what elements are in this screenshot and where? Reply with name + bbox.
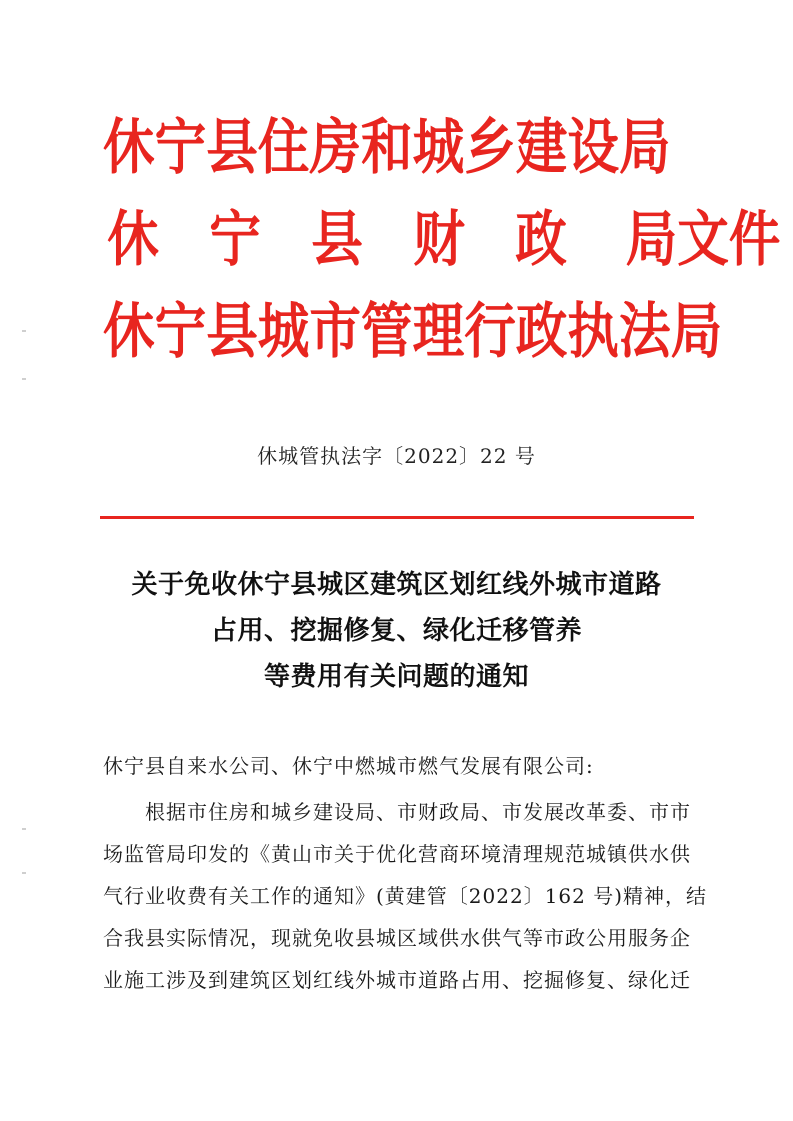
notice-title-line-2: 占用、挖掘修复、绿化迁移管养 <box>210 616 582 646</box>
body-line: 气行业收费有关工作的通知》(黄建管〔2022〕162 号)精神，结 <box>103 884 708 908</box>
document-number: 休城管执法字〔2022〕22 号 <box>257 444 536 468</box>
notice-title-line-3: 等费用有关问题的通知 <box>263 662 529 692</box>
scan-speck <box>22 330 26 332</box>
issuer-char: 县 <box>311 205 363 275</box>
issuer-char: 政 <box>515 205 567 275</box>
body-line: 场监管局印发的《黄山市关于优化营商环境清理规范城镇供水供 <box>103 842 691 866</box>
issuer-line-housing-bureau: 休宁县住房和城乡建设局 <box>103 113 671 183</box>
issuer-line-urban-management-bureau: 休宁县城市管理行政执法局 <box>103 297 723 367</box>
body-line: 合我县实际情况，现就免收县城区域供水供气等市政公用服务企 <box>103 926 691 950</box>
scan-speck <box>22 872 26 874</box>
salutation: 休宁县自来水公司、休宁中燃城市燃气发展有限公司: <box>103 754 594 778</box>
scan-speck <box>22 828 26 830</box>
issuer-char: 局文件 <box>625 205 781 275</box>
red-divider-line <box>100 516 694 519</box>
issuer-char: 休 <box>107 205 159 275</box>
body-line: 业施工涉及到建筑区划红线外城市道路占用、挖掘修复、绿化迁 <box>103 968 691 992</box>
body-line: 根据市住房和城乡建设局、市财政局、市发展改革委、市市 <box>103 800 691 824</box>
issuer-line-finance-bureau <box>103 204 793 276</box>
issuer-char: 宁 <box>209 205 261 275</box>
scan-speck <box>22 378 26 380</box>
issuer-char: 财 <box>413 205 465 275</box>
notice-title-line-1: 关于免收休宁县城区建筑区划红线外城市道路 <box>131 570 662 600</box>
